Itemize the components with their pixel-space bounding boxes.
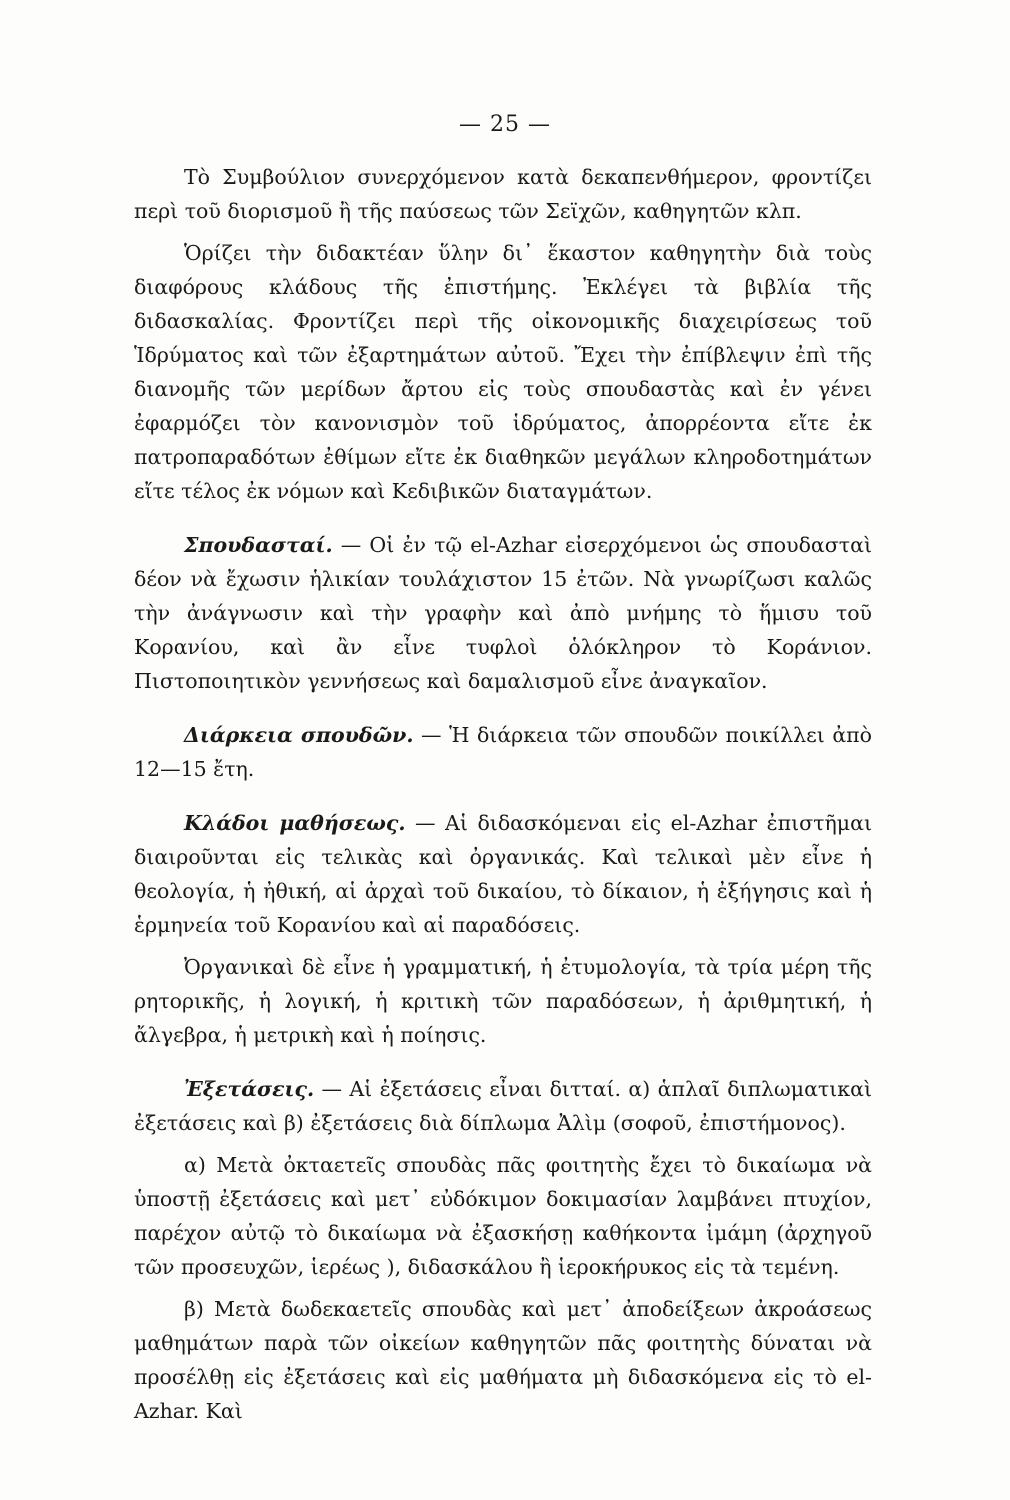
paragraph-text: — Αἱ ἐξετάσεις εἶναι διτταί. α) ἁπλαῖ διπλωματικαὶ ἐξετάσεις καὶ β) ἐξετάσεις διὰ δίπλωμα Ἀλὶμ (σοφοῦ, ἐπιστήμονος). <box>134 1077 872 1135</box>
paragraph-council-meetings <box>134 160 872 228</box>
paragraph-text: β) Μετὰ δωδεκαετεῖς σπουδὰς καὶ μετ᾽ ἀποδείξεων ἀκροάσεως μαθημάτων παρὰ τῶν οἰκείων καθηγητῶν πᾶς φοιτητὴς δύναται νὰ προσέλθῃ εἰς ἐξετάσεις καὶ εἰς μαθήματα μὴ διδασκόμενα εἰς τὸ el-Azhar. Καὶ <box>134 1297 872 1423</box>
section-heading: Σπουδασταί. <box>184 533 333 557</box>
paragraph-branches-of-learning <box>134 806 872 942</box>
section-heading: Κλάδοι μαθήσεως. <box>184 811 406 835</box>
paragraph-study-duration <box>134 718 872 786</box>
paragraph-text: α) Μετὰ ὀκταετεῖς σπουδὰς πᾶς φοιτητὴς ἔχει τὸ δικαίωμα νὰ ὑποστῇ ἐξετάσεις καὶ μετ᾽ εὐδόκιμον δοκιμασίαν λαμβάνει πτυχίον, παρέχον αὐτῷ τὸ δικαίωμα νὰ ἐξασκήσῃ καθήκοντα ἰμάμη (ἀρχηγοῦ τῶν προσευχῶν, ἱερέως ), διδασκάλου ἢ ἱεροκήρυκος εἰς τὰ τεμένη. <box>134 1153 872 1279</box>
section-heading: Ἐξετάσεις. <box>184 1077 315 1101</box>
paragraph-text: — Ἡ διάρκεια τῶν σπουδῶν ποικίλλει ἀπὸ 12—15 ἔτη. <box>134 723 872 781</box>
body-text <box>134 160 872 1428</box>
paragraph-examinations <box>134 1072 872 1140</box>
page-number: — 25 — <box>459 112 551 137</box>
paragraph-exam-type-b <box>134 1292 872 1428</box>
paragraph-students <box>134 528 872 698</box>
paragraph-text: Τὸ Συμβούλιον συνερχόμενον κατὰ δεκαπενθήμερον, φροντίζει περὶ τοῦ διορισμοῦ ἢ τῆς παύσεως τῶν Σεϊχῶν, καθηγητῶν κλπ. <box>134 165 872 223</box>
paragraph-instrumental-sciences <box>134 950 872 1052</box>
paragraph-exam-type-a <box>134 1148 872 1284</box>
section-heading: Διάρκεια σπουδῶν. <box>184 723 414 747</box>
paragraph-council-duties <box>134 236 872 508</box>
paragraph-text: Ὁρίζει τὴν διδακτέαν ὕλην δι᾽ ἕκαστον καθηγητὴν διὰ τοὺς διαφόρους κλάδους τῆς ἐπιστήμης. Ἐκλέγει τὰ βιβλία τῆς διδασκαλίας. Φροντίζει περὶ τῆς οἰκονομικῆς διαχειρίσεως τοῦ Ἱδρύματος καὶ τῶν ἐξαρτημάτων αὐτοῦ. Ἔχει τὴν ἐπίβλεψιν ἐπὶ τῆς διανομῆς τῶν μερίδων ἄρτου εἰς τοὺς σπουδαστὰς καὶ ἐν γένει ἐφαρμόζει τὸν κανονισμὸν τοῦ ἱδρύματος, ἀπορρέοντα εἴτε ἐκ πατροπαραδότων ἐθίμων εἴτε ἐκ διαθηκῶν μεγάλων κληροδοτημάτων εἴτε τέλος ἐκ νόμων καὶ Κεδιβικῶν διαταγμάτων. <box>134 241 872 503</box>
paragraph-text: — Οἱ ἐν τῷ el-Azhar εἰσερχόμενοι ὡς σπουδασταὶ δέον νὰ ἔχωσιν ἡλικίαν τουλάχιστον 15 ἐτῶν. Νὰ γνωρίζωσι καλῶς τὴν ἀνάγνωσιν καὶ τὴν γραφὴν καὶ ἀπὸ μνήμης τὸ ἥμισυ τοῦ Κορανίου, καὶ ἂν εἶνε τυφλοὶ ὁλόκληρον τὸ Κοράνιον. Πιστοποιητικὸν γεννήσεως καὶ δαμαλισμοῦ εἶνε ἀναγκαῖον. <box>134 533 872 693</box>
paragraph-text: Ὀργανικαὶ δὲ εἶνε ἡ γραμματική, ἡ ἐτυμολογία, τὰ τρία μέρη τῆς ρητορικῆς, ἡ λογική, ἡ κριτικὴ τῶν παραδόσεων, ἡ ἀριθμητική, ἡ ἄλγεβρα, ἡ μετρικὴ καὶ ἡ ποίησις. <box>134 955 872 1047</box>
paragraph-text: — Αἱ διδασκόμεναι εἰς el-Azhar ἐπιστῆμαι διαιροῦνται εἰς τελικὰς καὶ ὀργανικάς. Καὶ τελικαὶ μὲν εἶνε ἡ θεολογία, ἡ ἠθική, αἱ ἀρχαὶ τοῦ δικαίου, τὸ δίκαιον, ἡ ἐξήγησις καὶ ἡ ἑρμηνεία τοῦ Κορανίου καὶ αἱ παραδόσεις. <box>134 811 872 937</box>
